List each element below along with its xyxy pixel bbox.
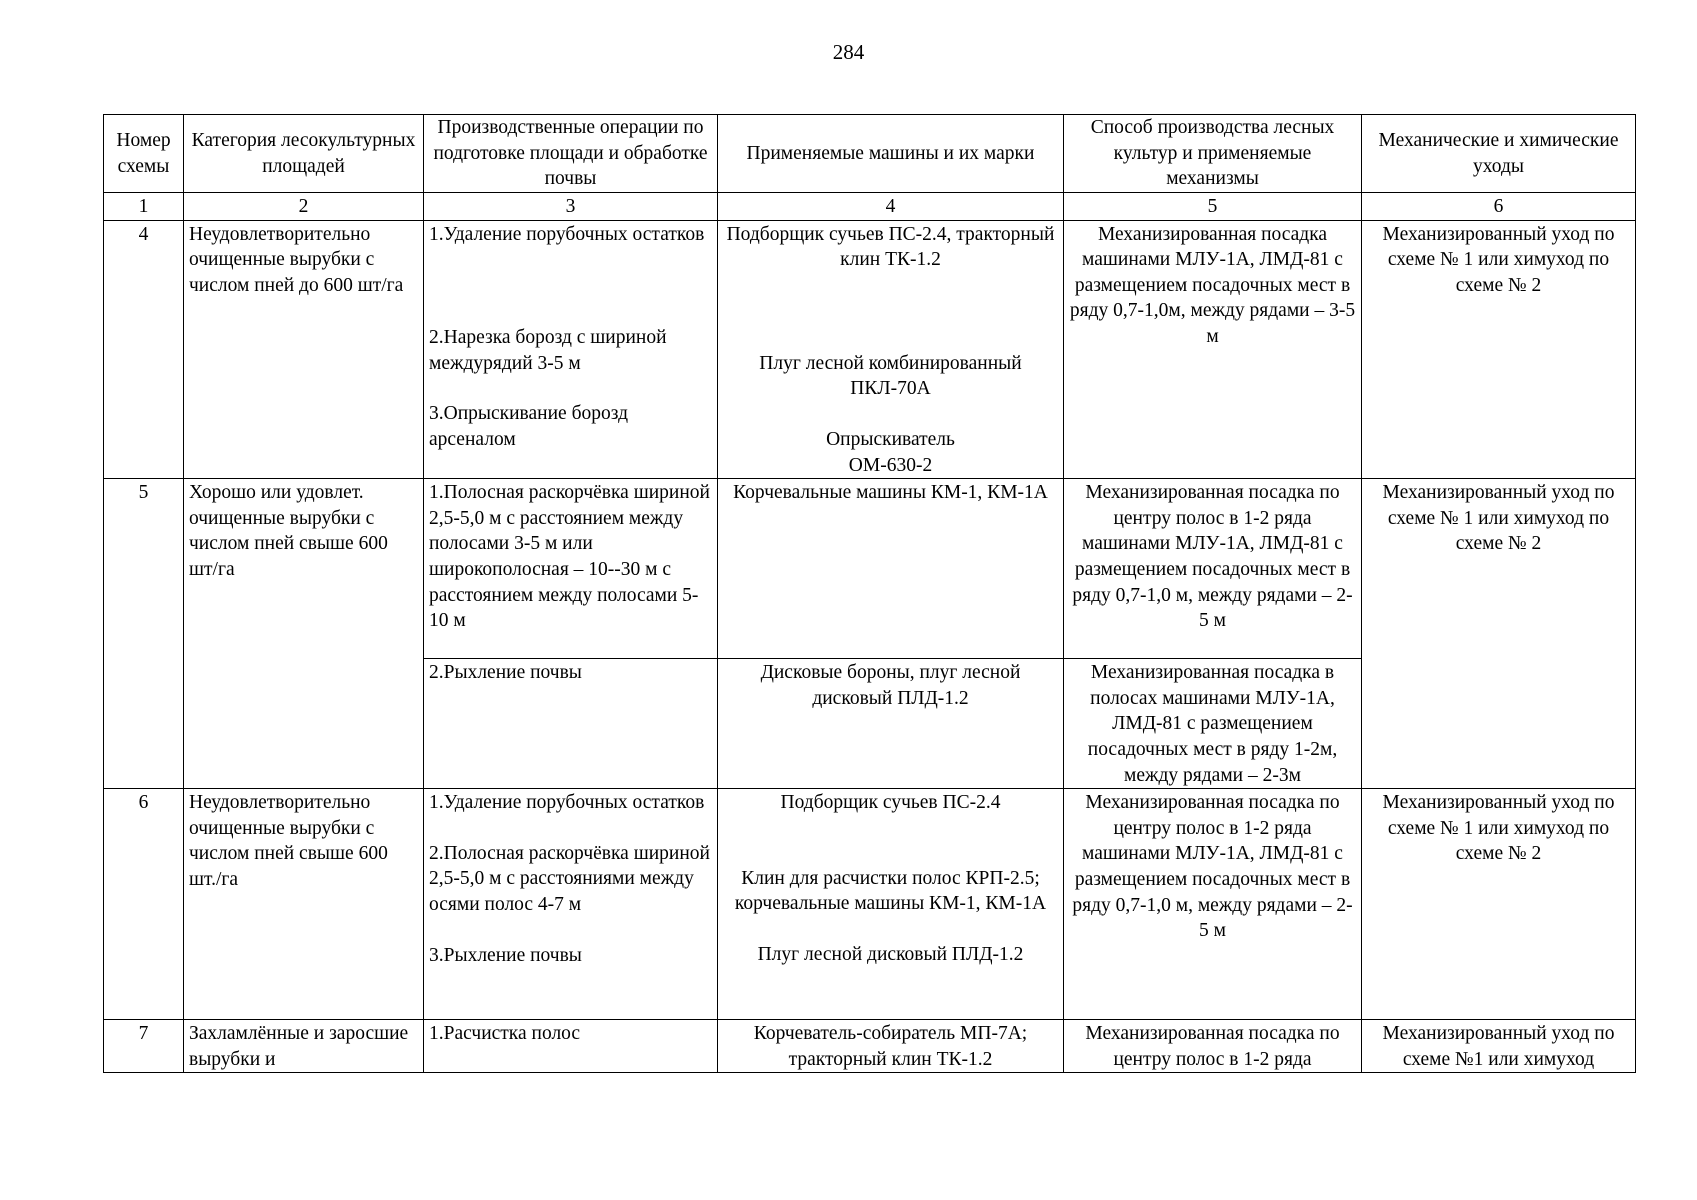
column-number-row (104, 193, 1636, 221)
area-category: Захламлённые и заросшие вырубки и (184, 1020, 424, 1073)
operation-item: 1.Удаление порубочных остатков (429, 792, 705, 814)
machines-cell (718, 220, 1064, 479)
table-row (104, 220, 1636, 479)
scheme-number: 7 (104, 1020, 184, 1073)
header-row (104, 115, 1636, 193)
column-number: 1 (104, 193, 184, 221)
scheme-number: 5 (104, 479, 184, 789)
area-category: Неудовлетворительно очищенные вырубки с числом пней до 600 шт/га (184, 220, 424, 479)
care-cell: Механизированный уход по схеме № 1 или химуход по схеме № 2 (1362, 479, 1636, 789)
method-cell: Механизированная посадка по центру полос в 1-2 ряда машинами МЛУ-1А, ЛМД-81 с размещением посадочных мест в ряду 0,7-1,0 м, между рядами – 2-5 м (1064, 789, 1362, 1020)
machine-item: Клин для расчистки полос КРП-2.5; корчевальные машины КМ-1, КМ-1А (734, 867, 1047, 915)
header-category: Категория лесокультурных площадей (184, 115, 424, 193)
forest-culture-table (103, 114, 1636, 1073)
table-row (104, 789, 1636, 1020)
header-scheme-number: Номер схемы (104, 115, 184, 193)
machine-item: Подборщик сучьев ПС-2.4, тракторный клин ТК-1.2 (726, 223, 1055, 271)
machine-item: Плуг лесной комбинированный ПКЛ-70А (759, 352, 1022, 400)
operations-cell (424, 789, 718, 1020)
column-number: 5 (1064, 193, 1362, 221)
operation-item: 2.Полосная раскорчёвка шириной 2,5-5,0 м с расстояниями между осями полос 4-7 м (429, 842, 710, 915)
operation-item: 3.Рыхление почвы (429, 944, 582, 966)
care-cell: Механизированный уход по схеме №1 или химуход (1362, 1020, 1636, 1073)
header-machines: Применяемые машины и их марки (718, 115, 1064, 193)
care-cell: Механизированный уход по схеме № 1 или химуход по схеме № 2 (1362, 220, 1636, 479)
column-number: 3 (424, 193, 718, 221)
operation-item: 1.Расчистка полос (424, 1020, 718, 1073)
scheme-number: 4 (104, 220, 184, 479)
machine-item: Дисковые бороны, плуг лесной дисковый ПЛД-1.2 (718, 659, 1064, 789)
method-cell: Механизированная посадка машинами МЛУ-1А, ЛМД-81 с размещением посадочных мест в ряду 0,7-1,0м, между рядами – 3-5 м (1064, 220, 1362, 479)
table-row (104, 1020, 1636, 1073)
area-category: Неудовлетворительно очищенные вырубки с числом пней свыше 600 шт./га (184, 789, 424, 1020)
method-cell: Механизированная посадка по центру полос в 1-2 ряда (1064, 1020, 1362, 1073)
area-category: Хорошо или удовлет. очищенные вырубки с числом пней свыше 600 шт/га (184, 479, 424, 789)
scheme-number: 6 (104, 789, 184, 1020)
column-number: 4 (718, 193, 1064, 221)
operation-item: 1.Удаление порубочных остатков (429, 223, 705, 245)
table-row (104, 479, 1636, 659)
care-cell: Механизированный уход по схеме № 1 или химуход по схеме № 2 (1362, 789, 1636, 1020)
column-number: 6 (1362, 193, 1636, 221)
header-operations: Производственные операции по подготовке площади и обработке почвы (424, 115, 718, 193)
column-number: 2 (184, 193, 424, 221)
page-number: 284 (832, 40, 865, 64)
operation-item: 2.Нарезка борозд с шириной междурядий 3-5 м (429, 327, 667, 374)
machine-item: Опрыскиватель ОМ-630-2 (826, 428, 955, 476)
method-cell: Механизированная посадка по центру полос в 1-2 ряда машинами МЛУ-1А, ЛМД-81 с размещением посадочных мест в ряду 0,7-1,0 м, между рядами – 2-5 м (1064, 479, 1362, 659)
machine-item: Подборщик сучьев ПС-2.4 (780, 792, 1001, 814)
machine-item: Плуг лесной дисковый ПЛД-1.2 (757, 943, 1024, 965)
method-cell: Механизированная посадка в полосах машинами МЛУ-1А, ЛМД-81 с размещением посадочных мест в ряду 1-2м, между рядами – 2-3м (1064, 659, 1362, 789)
header-care: Механические и химические уходы (1362, 115, 1636, 193)
operations-cell (424, 220, 718, 479)
operation-item: 3.Опрыскивание борозд арсеналом (429, 403, 629, 450)
machine-item: Корчевальные машины КМ-1, КМ-1А (718, 479, 1064, 659)
machine-item: Корчеватель-собиратель МП-7А; тракторный клин ТК-1.2 (718, 1020, 1064, 1073)
header-method: Способ производства лесных культур и применяемые механизмы (1064, 115, 1362, 193)
machines-cell (718, 789, 1064, 1020)
operation-item: 2.Рыхление почвы (424, 659, 718, 789)
operation-item: 1.Полосная раскорчёвка шириной 2,5-5,0 м с расстоянием между полосами 3-5 м или широкополосная – 10--30 м с расстоянием между полосами 5-10 м (424, 479, 718, 659)
